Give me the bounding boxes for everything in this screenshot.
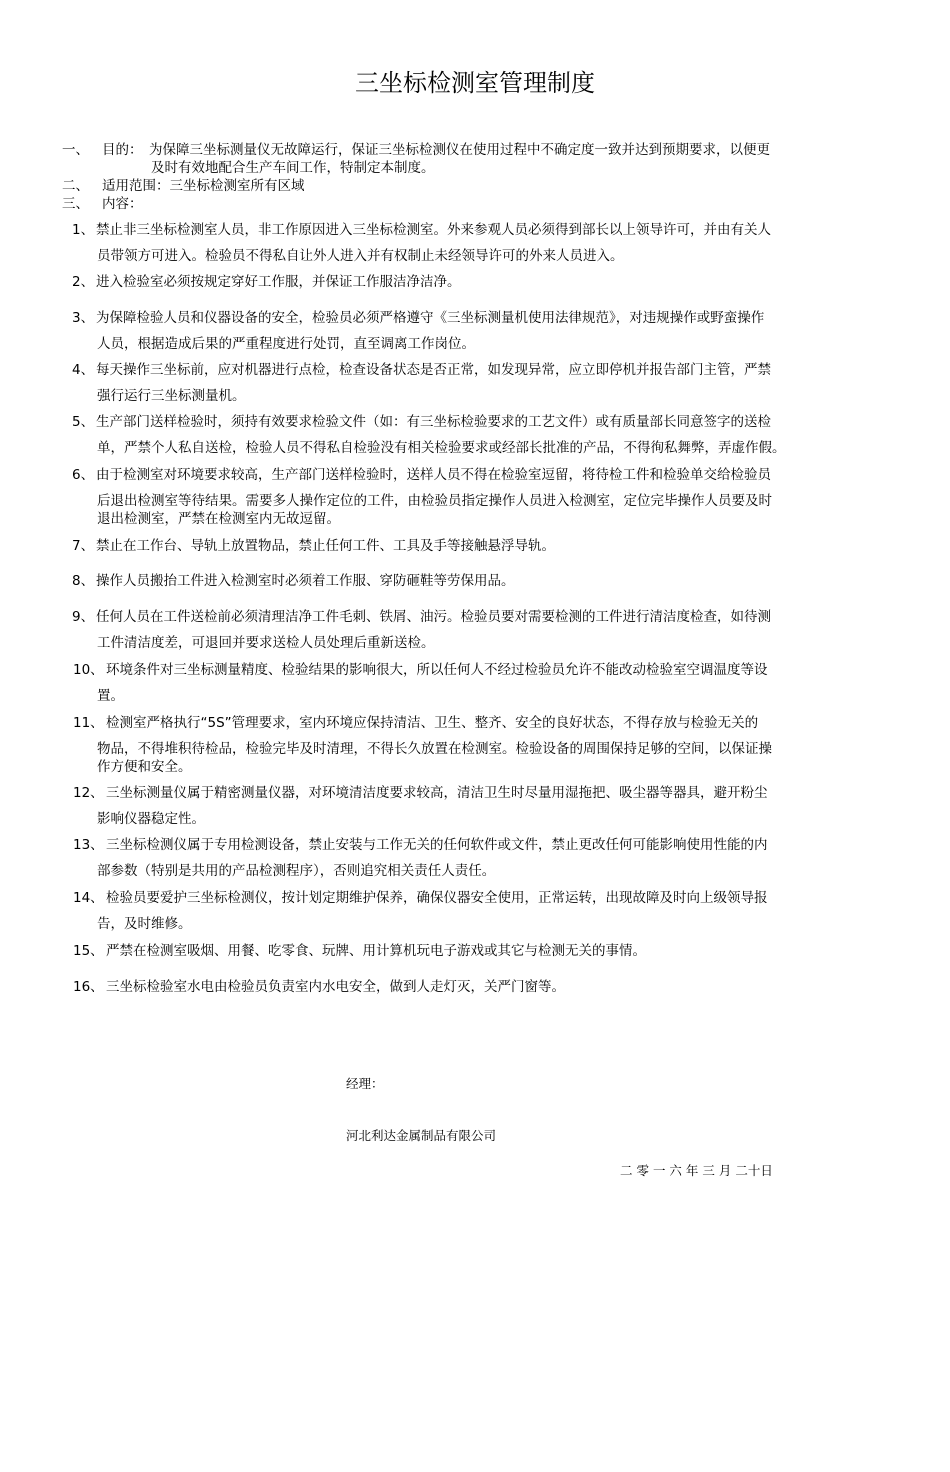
rule-text: 禁止在工作台、导轨上放置物品，禁止任何工件、工具及手等接触悬浮导轨。 — [96, 538, 555, 554]
rule-text: 进入检验室必须按规定穿好工作服，并保证工作服洁净洁净。 — [96, 274, 461, 290]
rule-item — [72, 308, 765, 352]
rule-item — [73, 713, 772, 775]
rule-item — [73, 977, 565, 997]
rule-item — [73, 888, 768, 932]
rule-text-continuation: 告，及时维修。 — [97, 916, 192, 932]
rule-item — [73, 835, 768, 879]
section-content — [62, 194, 143, 214]
rule-text: 由于检测室对环境要求较高，生产部门送样检验时，送样人员不得在检验室逗留，将待检工件和检验单交给检验员 — [96, 467, 771, 483]
rule-item — [72, 536, 555, 556]
section-purpose-continuation: 及时有效地配合生产车间工作，特制定本制度。 — [151, 160, 435, 176]
rule-number: 15、 — [73, 943, 104, 959]
rule-text: 操作人员搬抬工件进入检测室时必须着工作服、穿防砸鞋等劳保用品。 — [96, 573, 515, 589]
rule-text: 生产部门送样检验时，须持有效要求检验文件（如：有三坐标检验要求的工艺文件）或有质量部长同意签字的送检 — [96, 414, 771, 430]
rule-number: 16、 — [73, 979, 104, 995]
rule-item — [73, 941, 646, 961]
document-date: 二 零 一 六 年 三 月 二十日 — [620, 1163, 773, 1178]
section-text: 适用范围：三坐标检测室所有区域 — [102, 178, 305, 194]
rule-text: 三坐标检测仪属于专用检测设备，禁止安装与工作无关的任何软件或文件，禁止更改任何可能影响使用性能的内 — [106, 837, 768, 853]
rule-number: 12、 — [73, 785, 104, 801]
section-label: 目的： — [102, 142, 143, 158]
rule-item — [72, 272, 461, 292]
rule-number: 3、 — [72, 310, 95, 326]
rule-number: 8、 — [72, 573, 95, 589]
rule-text-continuation: 作方便和安全。 — [97, 759, 192, 775]
rule-number: 9、 — [72, 609, 95, 625]
rule-text-continuation: 置。 — [97, 688, 124, 704]
rule-item — [72, 220, 771, 264]
rule-item — [73, 783, 768, 827]
rule-text-continuation: 后退出检测室等待结果。需要多人操作定位的工件，由检验员指定操作人员进入检测室，定位完毕操作人员要及时 — [97, 493, 772, 509]
company-name: 河北利达金属制品有限公司 — [346, 1128, 497, 1143]
rule-number: 2、 — [72, 274, 95, 290]
rule-text-continuation: 工件清洁度差，可退回并要求送检人员处理后重新送检。 — [97, 635, 435, 651]
rule-text-continuation: 单，严禁个人私自送检，检验人员不得私自检验没有相关检验要求或经部长批准的产品，不得徇私舞弊，弄虚作假。 — [97, 440, 786, 456]
rule-text: 禁止非三坐标检测室人员，非工作原因进入三坐标检测室。外来参观人员必须得到部长以上领导许可，并由有关人 — [96, 222, 771, 238]
rule-text: 严禁在检测室吸烟、用餐、吃零食、玩牌、用计算机玩电子游戏或其它与检测无关的事情。 — [106, 943, 646, 959]
rule-text-continuation: 部参数（特别是共用的产品检测程序），否则追究相关责任人责任。 — [97, 863, 496, 879]
rule-text-continuation: 人员，根据造成后果的严重程度进行处罚，直至调离工作岗位。 — [97, 336, 475, 352]
rule-number: 10、 — [73, 662, 104, 678]
rule-text: 检验员要爱护三坐标检测仪，按计划定期维护保养，确保仪器安全使用，正常运转，出现故障及时向上级领导报 — [106, 890, 768, 906]
rule-number: 14、 — [73, 890, 104, 906]
manager-signature-label: 经理： — [346, 1076, 384, 1091]
rule-item — [72, 607, 771, 651]
section-purpose — [62, 140, 770, 160]
rule-text: 三坐标检验室水电由检验员负责室内水电安全，做到人走灯灭，关严门窗等。 — [106, 979, 565, 995]
rule-item — [72, 412, 786, 456]
rule-item — [72, 571, 515, 591]
rule-number: 5、 — [72, 414, 95, 430]
section-text: 为保障三坐标测量仪无故障运行，保证三坐标检测仪在使用过程中不确定度一致并达到预期要求，以便更 — [149, 142, 770, 158]
section-number: 二、 — [62, 178, 89, 194]
section-text: 内容： — [102, 196, 143, 212]
rule-number: 7、 — [72, 538, 95, 554]
rule-number: 11、 — [73, 715, 104, 731]
rule-number: 4、 — [72, 362, 95, 378]
section-number: 一、 — [62, 142, 89, 158]
rule-text: 任何人员在工件送检前必须清理洁净工件毛刺、铁屑、油污。检验员要对需要检测的工件进行清洁度检查，如待测 — [96, 609, 771, 625]
rule-text: 每天操作三坐标前，应对机器进行点检，检查设备状态是否正常，如发现异常，应立即停机并报告部门主管，严禁 — [96, 362, 771, 378]
section-number: 三、 — [62, 196, 89, 212]
rule-text-continuation: 退出检测室，严禁在检测室内无故逗留。 — [97, 511, 340, 527]
rule-number: 6、 — [72, 467, 95, 483]
rule-text: 检测室严格执行“5S”管理要求，室内环境应保持清洁、卫生、整齐、安全的良好状态，不得存放与检验无关的 — [106, 715, 759, 731]
document-title: 三坐标检测室管理制度 — [355, 69, 595, 97]
rule-item — [73, 660, 768, 704]
rule-item — [72, 360, 771, 404]
rule-item — [72, 465, 772, 527]
rule-text-continuation: 物品，不得堆积待检品，检验完毕及时清理，不得长久放置在检测室。检验设备的周围保持足够的空间，以保证操 — [97, 741, 772, 757]
rule-text: 环境条件对三坐标测量精度、检验结果的影响很大，所以任何人不经过检验员允许不能改动检验室空调温度等设 — [106, 662, 768, 678]
rule-text-continuation: 影响仪器稳定性。 — [97, 811, 205, 827]
rule-text: 为保障检验人员和仪器设备的安全，检验员必须严格遵守《三坐标测量机使用法律规范》，对违规操作或野蛮操作 — [96, 310, 765, 326]
section-scope — [62, 176, 305, 196]
rule-text: 三坐标测量仪属于精密测量仪器，对环境清洁度要求较高，清洁卫生时尽量用湿拖把、吸尘器等器具，避开粉尘 — [106, 785, 768, 801]
rule-number: 13、 — [73, 837, 104, 853]
rule-number: 1、 — [72, 222, 95, 238]
rule-text-continuation: 强行运行三坐标测量机。 — [97, 388, 246, 404]
rule-text-continuation: 员带领方可进入。检验员不得私自让外人进入并有权制止未经领导许可的外来人员进入。 — [97, 248, 624, 264]
